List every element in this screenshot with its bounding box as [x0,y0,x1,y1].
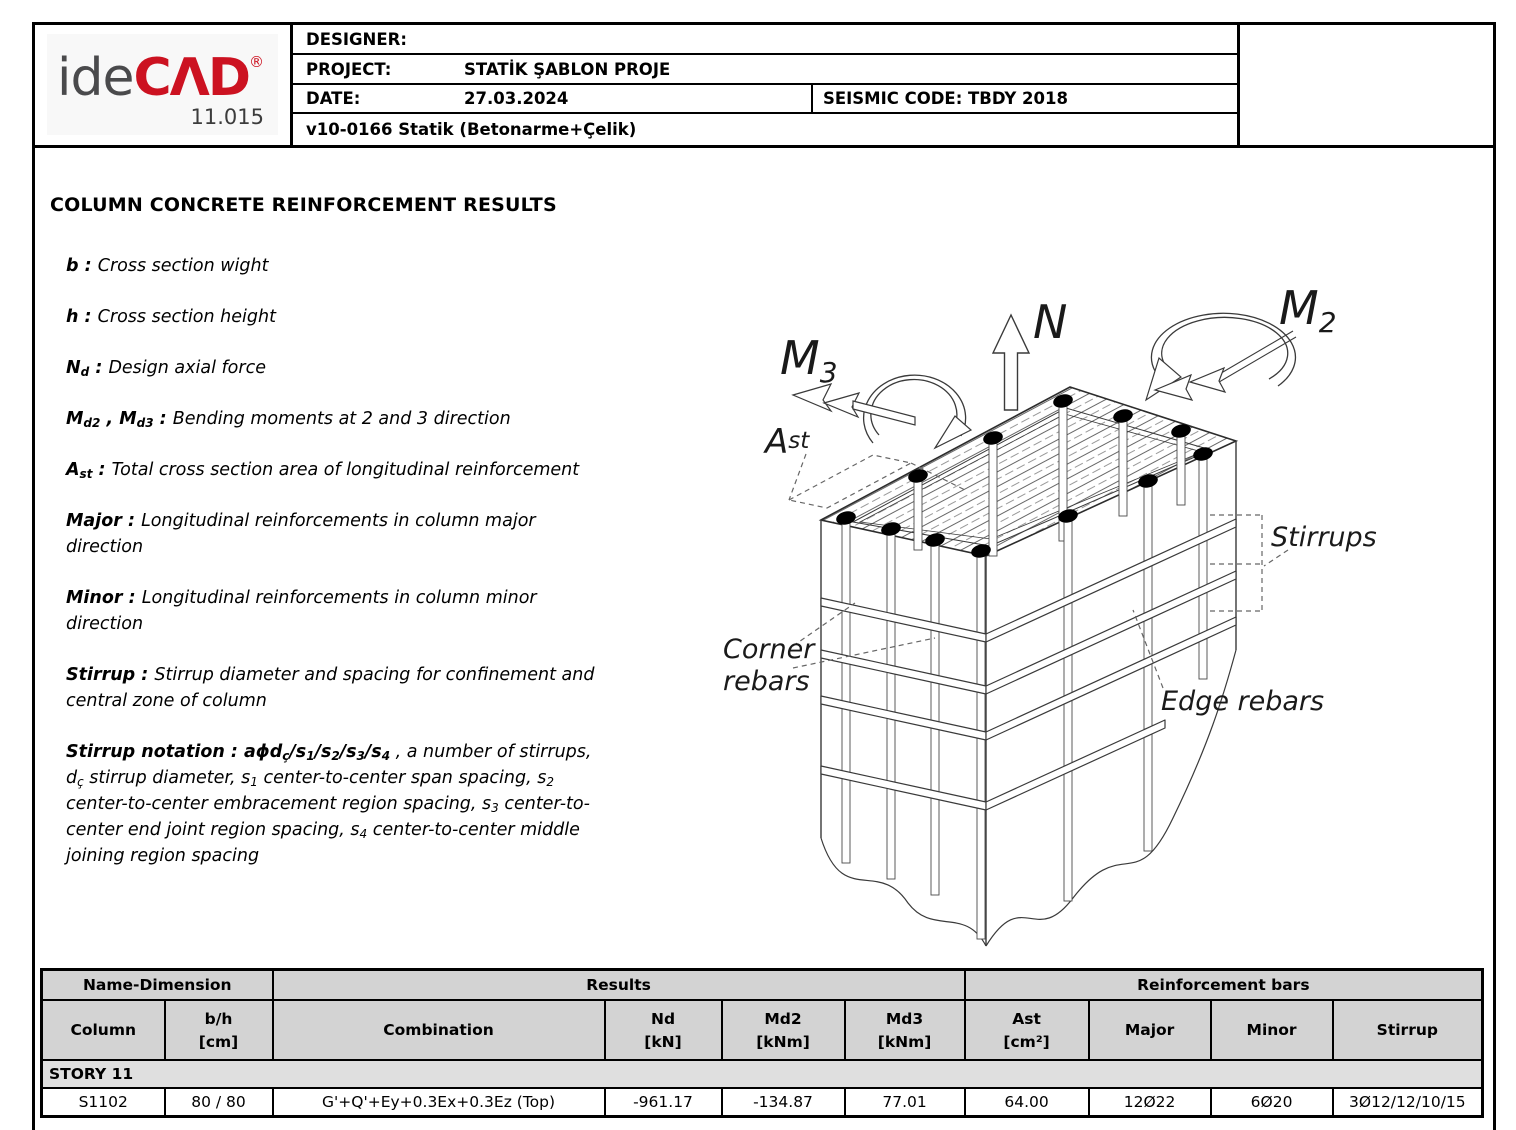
definition-term: h : [66,307,98,327]
edge-rebars-label: Edge rebars [1161,686,1325,717]
column-header-major: Major [1089,1000,1211,1060]
column-header-minor: Minor [1211,1000,1333,1060]
group-header-reinforcement-bars: Reinforcement bars [965,970,1483,1001]
project-value: STATİK ŞABLON PROJE [464,59,671,79]
column-header-nd: Nd [kN] [605,1000,722,1060]
logo-prefix: ide [57,48,134,108]
definition-item-3 [66,406,611,432]
column-header-ast: Ast [cm²] [965,1000,1089,1060]
definition-term: Major : [66,511,142,531]
project-info-table [293,25,1240,145]
group-header-results: Results [273,970,965,1001]
cell-ast: 64.00 [965,1088,1089,1117]
group-header-name-dimension: Name-Dimension [42,970,273,1001]
moment-m2-arrow [1146,313,1296,400]
ast-label: Ast [765,422,810,462]
software-version-row [293,114,1237,145]
report-header [35,25,1493,148]
date-label: DATE: [306,89,361,108]
n-label: N [1033,295,1068,349]
project-row [293,55,1237,85]
designer-label: DESIGNER: [306,29,407,49]
definition-description: Longitudinal reinforcements in column major direction [66,511,536,557]
header-empty-cell [1240,25,1493,145]
page-title: COLUMN CONCRETE REINFORCEMENT RESULTS [50,194,557,216]
column-isometric-diagram [703,258,1503,948]
cell-nd: -961.17 [605,1088,722,1117]
definition-description: Cross section height [97,307,276,327]
cell-major: 12Ø22 [1089,1088,1211,1117]
definition-description: Cross section wight [97,256,269,276]
axial-force-arrow [993,315,1029,410]
definition-term: $N_d$ : [66,358,109,379]
stirrup-bands [821,519,1236,810]
definition-description: Design axial force [108,358,266,378]
logo-name: CΛD [133,48,250,108]
column-header-b-h: b/h [cm] [165,1000,273,1060]
cell-combination: G'+Q'+Ey+0.3Ex+0.3Ez (Top) [273,1088,605,1117]
column-header-stirrup: Stirrup [1333,1000,1483,1060]
seismic-code: SEISMIC CODE: TBDY 2018 [811,85,1237,112]
column-header-md3: Md3 [kNm] [845,1000,965,1060]
definition-item-2 [66,355,611,381]
definition-item-1 [66,304,611,330]
definition-term: b : [66,256,98,276]
registered-mark: ® [249,53,265,71]
definition-description: , a number of stirrups, $d_ç$ stirrup diameter, $s_1$ center-to-center span spacing, $s_2$ center-to-center embracement region spacing, $s_3$ center-to-center end joint region spacing, $s_4$ center-to-center middle joining region spacing [66,742,592,866]
idecad-logo [47,34,278,135]
page-border [32,22,1496,1130]
results-table-wrap [40,968,1484,1118]
date-value: 27.03.2024 [464,89,569,108]
definition-item-5 [66,508,611,560]
results-table [40,968,1484,1118]
definition-term: $M_{d2}$ , $M_{d3}$ : [66,409,173,430]
cell-md2: -134.87 [722,1088,845,1117]
cell-stirrup: 3Ø12/12/10/15 [1333,1088,1483,1117]
definition-item-0 [66,253,611,279]
definition-term: Stirrup : [66,665,155,685]
definition-item-7 [66,662,611,714]
story-header: STORY 11 [42,1060,1483,1088]
cell-b-h: 80 / 80 [165,1088,273,1117]
column-header-column: Column [42,1000,165,1060]
definition-description: Longitudinal reinforcements in column minor direction [66,588,537,634]
cell-column: S1102 [42,1088,165,1117]
definition-term: Stirrup notation : $a\phi d_ç/s_1/s_2/s_3/s_4$ [66,742,391,763]
stirrups-label: Stirrups [1271,522,1377,553]
m2-label: M2 [1279,281,1337,339]
cell-md3: 77.01 [845,1088,965,1117]
corner-rebars-label: Corner rebars [723,634,815,697]
logo-version: 11.015 [190,105,264,129]
cell-minor: 6Ø20 [1211,1088,1333,1117]
definition-item-8 [66,739,611,869]
definition-term: $A_{st}$ : [66,460,112,481]
definitions-list [66,253,611,894]
definition-term: Minor : [66,588,142,608]
definition-description: Bending moments at 2 and 3 direction [172,409,511,429]
definition-description: Stirrup diameter and spacing for confinement and central zone of column [66,665,595,711]
definition-item-4 [66,457,611,483]
m3-label: M3 [780,331,838,389]
date-row [293,85,1237,114]
definition-item-6 [66,585,611,637]
table-row [42,1088,1483,1117]
software-version: v10-0166 Statik (Betonarme+Çelik) [306,120,637,139]
logo-cell [35,25,293,145]
designer-row [293,25,1237,55]
column-header-md2: Md2 [kNm] [722,1000,845,1060]
project-label: PROJECT: [306,59,392,79]
column-header-combination: Combination [273,1000,605,1060]
definition-description: Total cross section area of longitudinal reinforcement [111,460,580,480]
